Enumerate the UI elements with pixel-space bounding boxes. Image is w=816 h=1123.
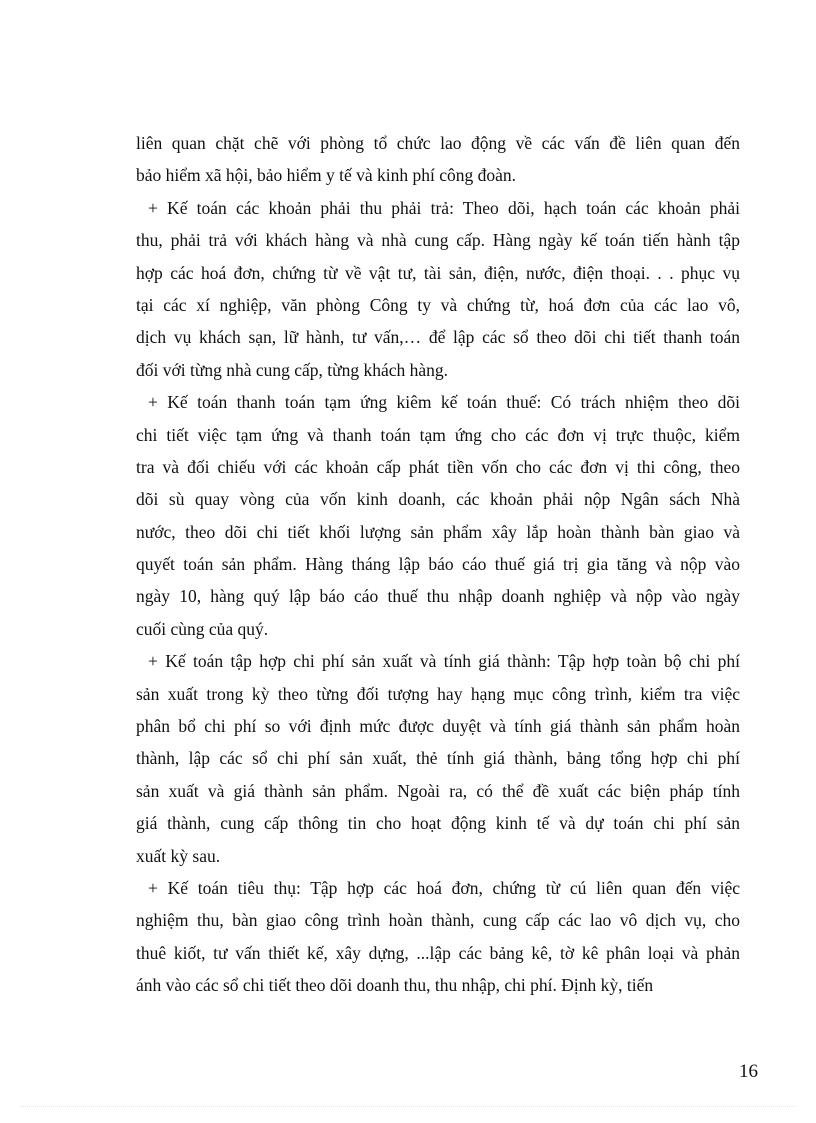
text-line: + Kế toán tập hợp chi phí sản xuất và tính giá thành: Tập hợp toàn bộ chi phí: [148, 651, 740, 672]
text-line: thuê kiốt, tư vấn thiết kế, xây dựng, ...lập các bảng kê, tờ kê phân loại và phản: [136, 942, 740, 963]
paragraph-3: [136, 386, 740, 645]
text-line: chi tiết việc tạm ứng và thanh toán tạm ứng cho các đơn vị trực thuộc, kiểm: [136, 424, 740, 445]
text-line: thành, lập các sổ chi phí sản xuất, thẻ tính giá thành, bảng tổng hợp chi phí: [136, 748, 740, 769]
paragraph-2: [136, 192, 740, 386]
text-line: liên quan chặt chẽ với phòng tổ chức lao động về các vấn đề liên quan đến: [136, 133, 740, 153]
body-text: [136, 127, 740, 1002]
text-line: xuất kỳ sau.: [136, 845, 221, 866]
text-line: cuối cùng của quý.: [136, 618, 269, 639]
text-line: sản xuất trong kỳ theo từng đối tượng hay hạng mục công trình, kiểm tra việc: [136, 683, 740, 704]
text-line: nghiệm thu, bàn giao công trình hoàn thành, cung cấp các lao vô dịch vụ, cho: [136, 910, 740, 931]
page-number: 16: [739, 1061, 758, 1082]
page-bottom-divider: [20, 1106, 796, 1107]
paragraph-1: [136, 127, 740, 192]
text-line: bảo hiểm xã hội, bảo hiểm y tế và kinh phí công đoàn.: [136, 165, 517, 186]
text-line: đối với từng nhà cung cấp, từng khách hàng.: [136, 359, 449, 380]
text-line: + Kế toán thanh toán tạm ứng kiêm kế toán thuế: Có trách nhiệm theo dõi: [148, 392, 740, 413]
text-line: tại các xí nghiệp, văn phòng Công ty và chứng từ, hoá đơn của các lao vô,: [136, 294, 740, 315]
text-line: hợp các hoá đơn, chứng từ về vật tư, tài sản, điện, nước, điện thoại. . . phục vụ: [136, 262, 740, 283]
text-line: phân bổ chi phí so với định mức được duyệt và tính giá thành sản phẩm hoàn: [136, 716, 740, 737]
text-line: sản xuất và giá thành sản phẩm. Ngoài ra, có thể đề xuất các biện pháp tính: [136, 780, 740, 801]
text-line: + Kế toán các khoản phải thu phải trả: Theo dõi, hạch toán các khoản phải: [148, 197, 740, 218]
text-line: ngày 10, hàng quý lập báo cáo thuế thu nhập doanh nghiệp và nộp vào ngày: [136, 586, 740, 607]
text-line: + Kế toán tiêu thụ: Tập hợp các hoá đơn, chứng từ cú liên quan đến việc: [148, 877, 740, 898]
paragraph-4: [136, 645, 740, 872]
paragraph-5: [136, 872, 740, 1002]
text-line: thu, phải trả với khách hàng và nhà cung cấp. Hàng ngày kế toán tiến hành tập: [136, 230, 740, 251]
text-line: giá thành, cung cấp thông tin cho hoạt động kinh tế và dự toán chi phí sản: [136, 813, 740, 834]
text-line: quyết toán sản phẩm. Hàng tháng lập báo cáo thuế giá trị gia tăng và nộp vào: [136, 554, 740, 575]
text-line: ánh vào các sổ chi tiết theo dõi doanh thu, thu nhập, chi phí. Định kỳ, tiến: [136, 975, 654, 996]
text-line: dịch vụ khách sạn, lữ hành, tư vấn,… để lập các sổ theo dõi chi tiết thanh toán: [136, 327, 740, 348]
text-line: nước, theo dõi chi tiết khối lượng sản phẩm xây lắp hoàn thành bàn giao và: [136, 521, 740, 542]
text-line: dõi sù quay vòng của vốn kinh doanh, các khoản phải nộp Ngân sách Nhà: [136, 489, 740, 510]
text-line: tra và đối chiếu với các khoản cấp phát tiền vốn cho các đơn vị thi công, theo: [136, 456, 740, 477]
